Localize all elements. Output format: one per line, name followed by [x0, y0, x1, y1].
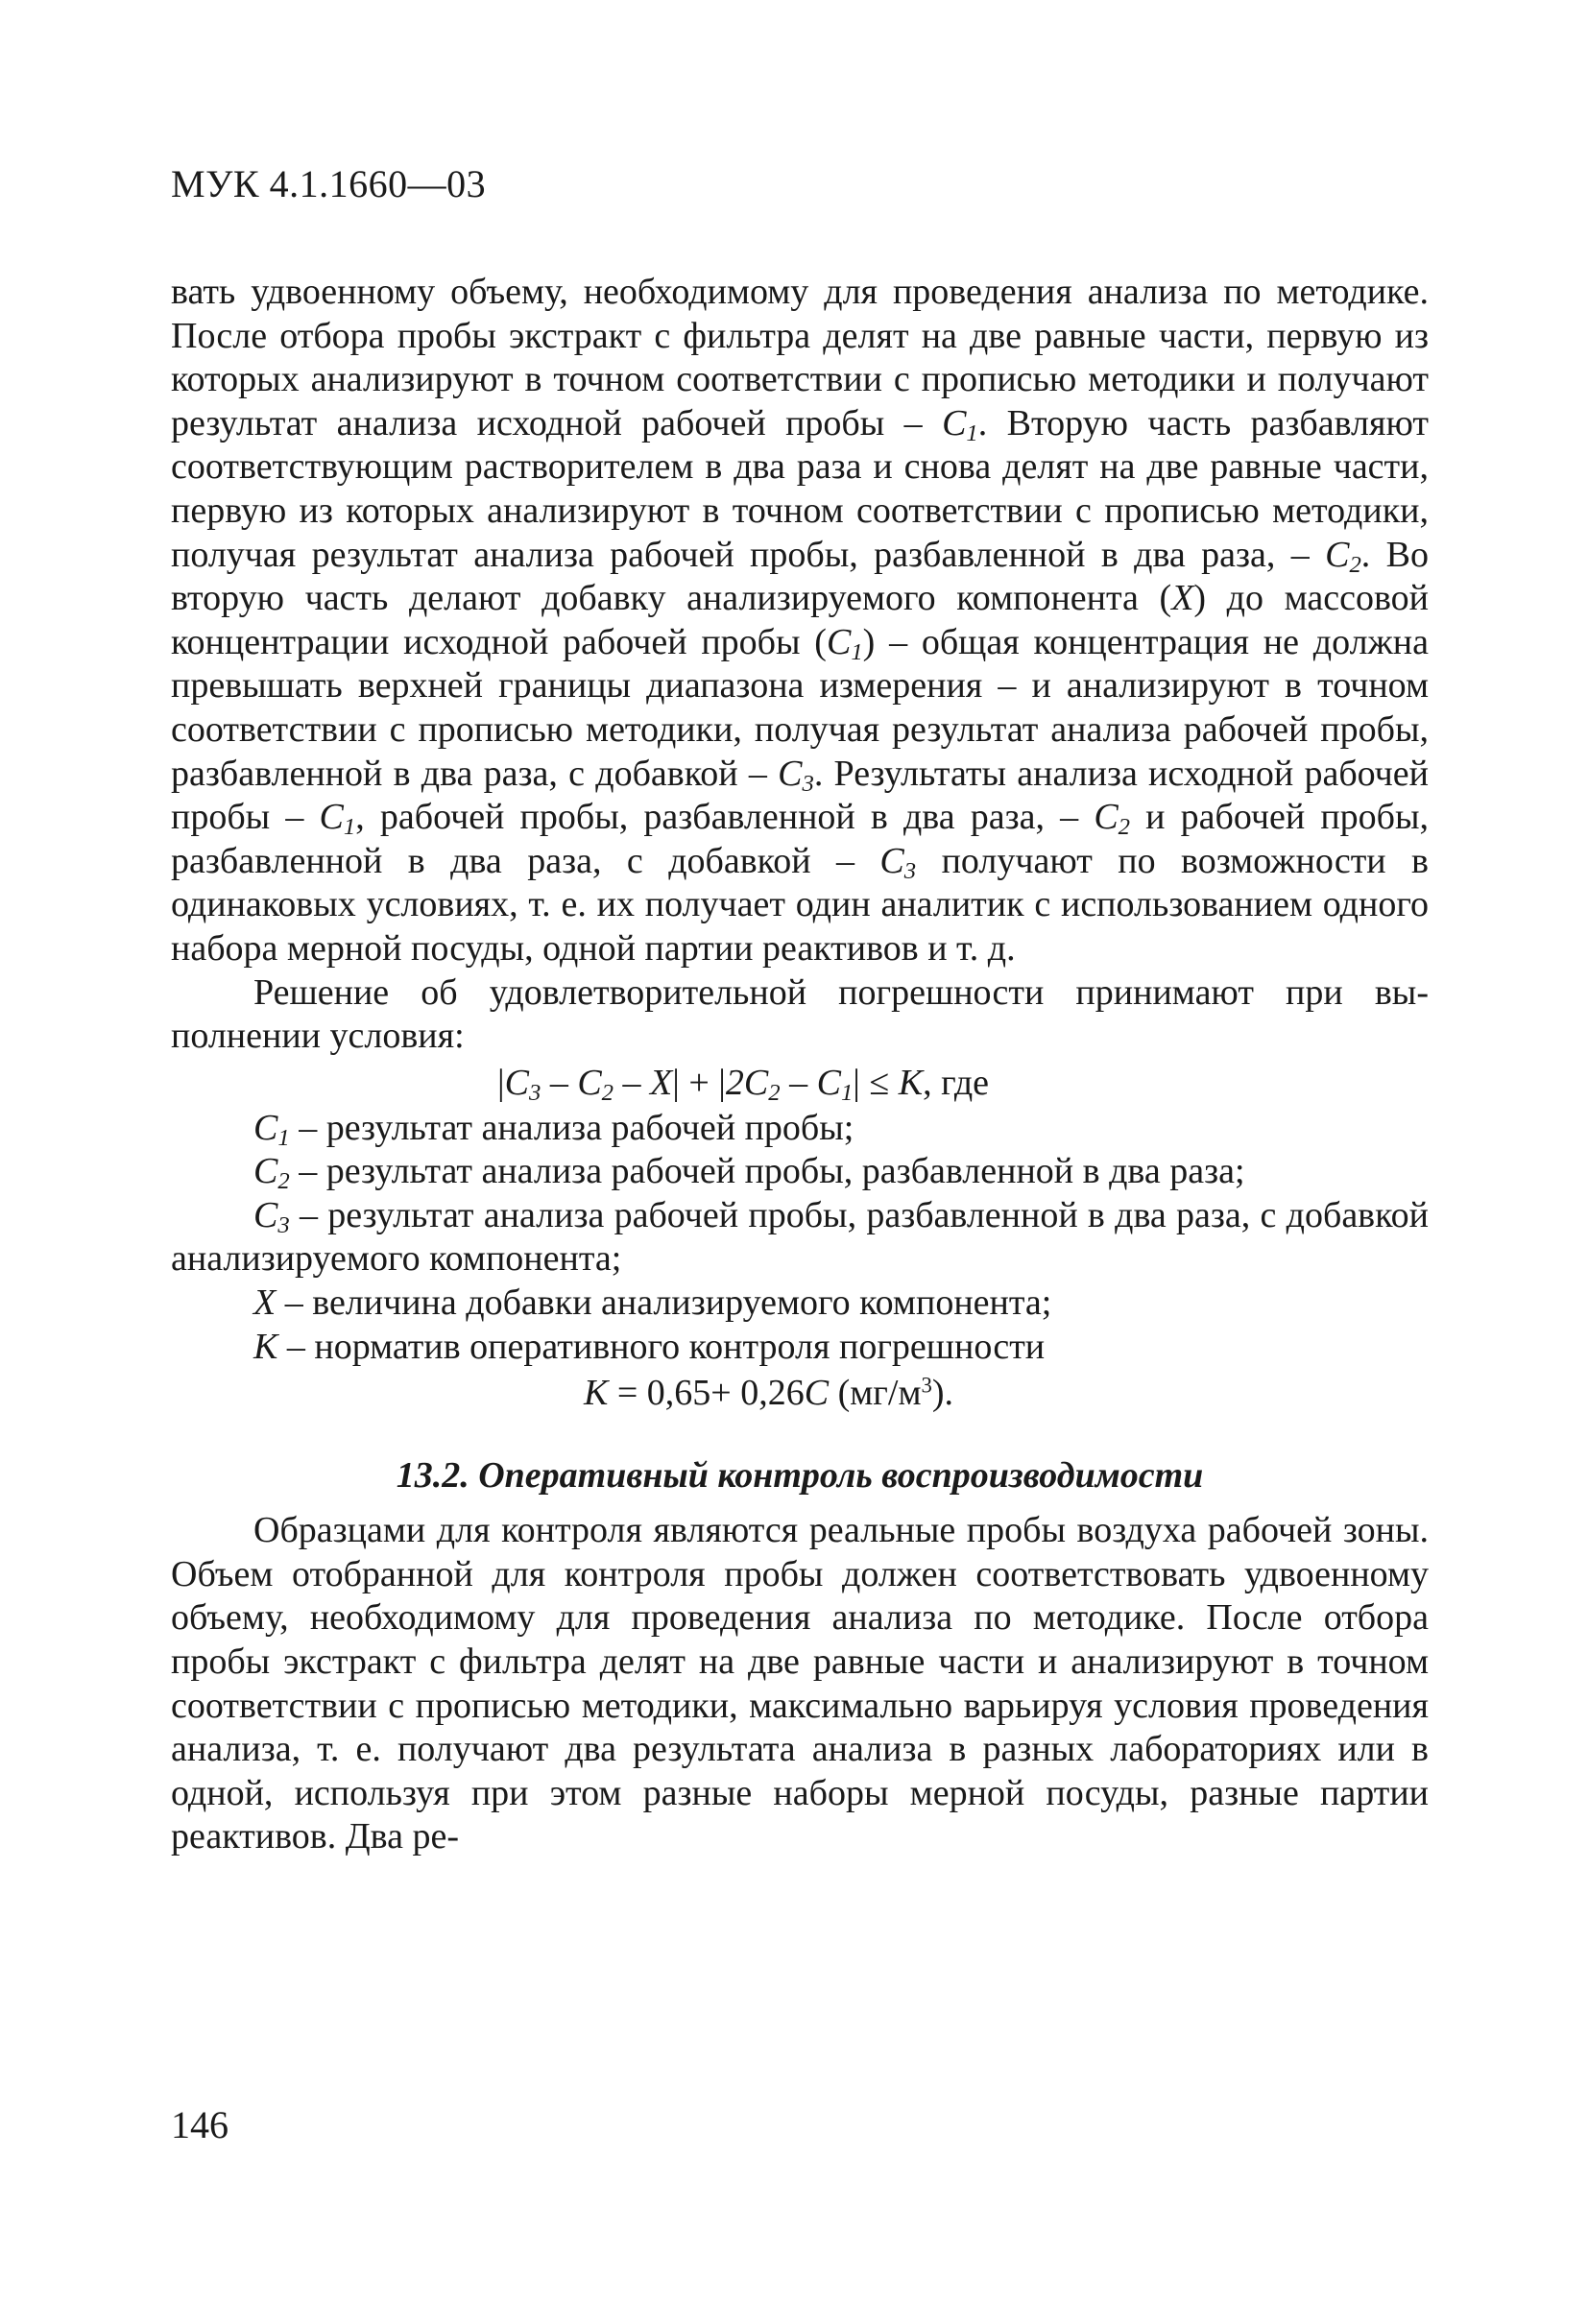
control-condition-formula: $|C_3 - C_2 - X| + |2C_2 - C_1| \le K$, где: [497, 1062, 990, 1106]
variable-definitions: [171, 1107, 1429, 1370]
k-norm-formula: K = 0,65+ 0,26C $(мг/м^3)$.: [584, 1373, 954, 1414]
definition-c3: $C_3$ – результат анализа рабочей пробы, разбавленной в два раза, с добавкой анализируемого компонента;: [171, 1194, 1429, 1280]
definition-k: K – норматив оперативного контроля погрешности: [253, 1326, 1046, 1367]
definition-c2: $C_2$ – результат анализа рабочей пробы, разбавленной в два раза;: [253, 1151, 1245, 1195]
paragraph-2: Решение об удовлетворительной погрешности принимают при выполнении условия:: [171, 971, 1429, 1057]
page-number: 146: [171, 2103, 229, 2146]
running-head: МУК 4.1.1660—03: [171, 162, 487, 205]
body-text: [171, 271, 1429, 1859]
definition-x: X – величина добавки анализируемого компонента;: [253, 1282, 1052, 1324]
paragraph-3: Образцами для контроля являются реальные пробы воздуха рабочей зоны. Объем отобранной для контроля пробы должен соответствовать удвоенному объему, необходимому для проведения анализа по методике. После отбора пробы экстракт с фильтра делят на две равные части и анализируют в точном соответствии с прописью методики, максимально варьируя условия проведения анализа, т. е. получают два результата анализа в разных лабораториях или в одной, используя при этом разные наборы мерной посуды, разные партии реактивов. Два ре-: [171, 1510, 1429, 1857]
definition-c1: $C_1$ – результат анализа рабочей пробы;: [253, 1107, 854, 1151]
paragraph-1: вать удвоенному объему, необходимому для проведения анализа по методике. После отбора пробы экстракт с фильтра делят на две равные части, первую из которых анализируют в точном соответствии с прописью методики и получают результат анализа исходной рабочей пробы – $C_1$. Вторую часть разбавляют соответствующим растворителем в два раза и снова делят на две равные части, первую из которых анализируют в точном соответствии с прописью методики, получая результат анализа рабочей пробы, разбавленной в два раза, – $C_2$. Во вторую часть делают добавку анализируемого компонента (X) до массовой концентрации исходной рабочей пробы $(C_1)$ – общая концентрация не должна превышать верхней границы диапазона измерения – и анализируют в точном соответствии с прописью методики, получая результат анализа рабочей пробы, разбавленной в два раза, с добавкой – $C_3$. Результаты анализа исходной рабочей пробы – $C_1$, рабочей пробы, разбавленной в два раза, – $C_2$ и рабочей пробы, разбавленной в два раза, с добавкой – $C_3$ получают по возможности в одинаковых условиях, т. е. их получает один аналитик с использованием одного набора мерной посуды, одной партии реактивов и т. д.: [171, 272, 1430, 969]
section-title: 13.2. Оперативный контроль воспроизводимости: [396, 1455, 1204, 1497]
